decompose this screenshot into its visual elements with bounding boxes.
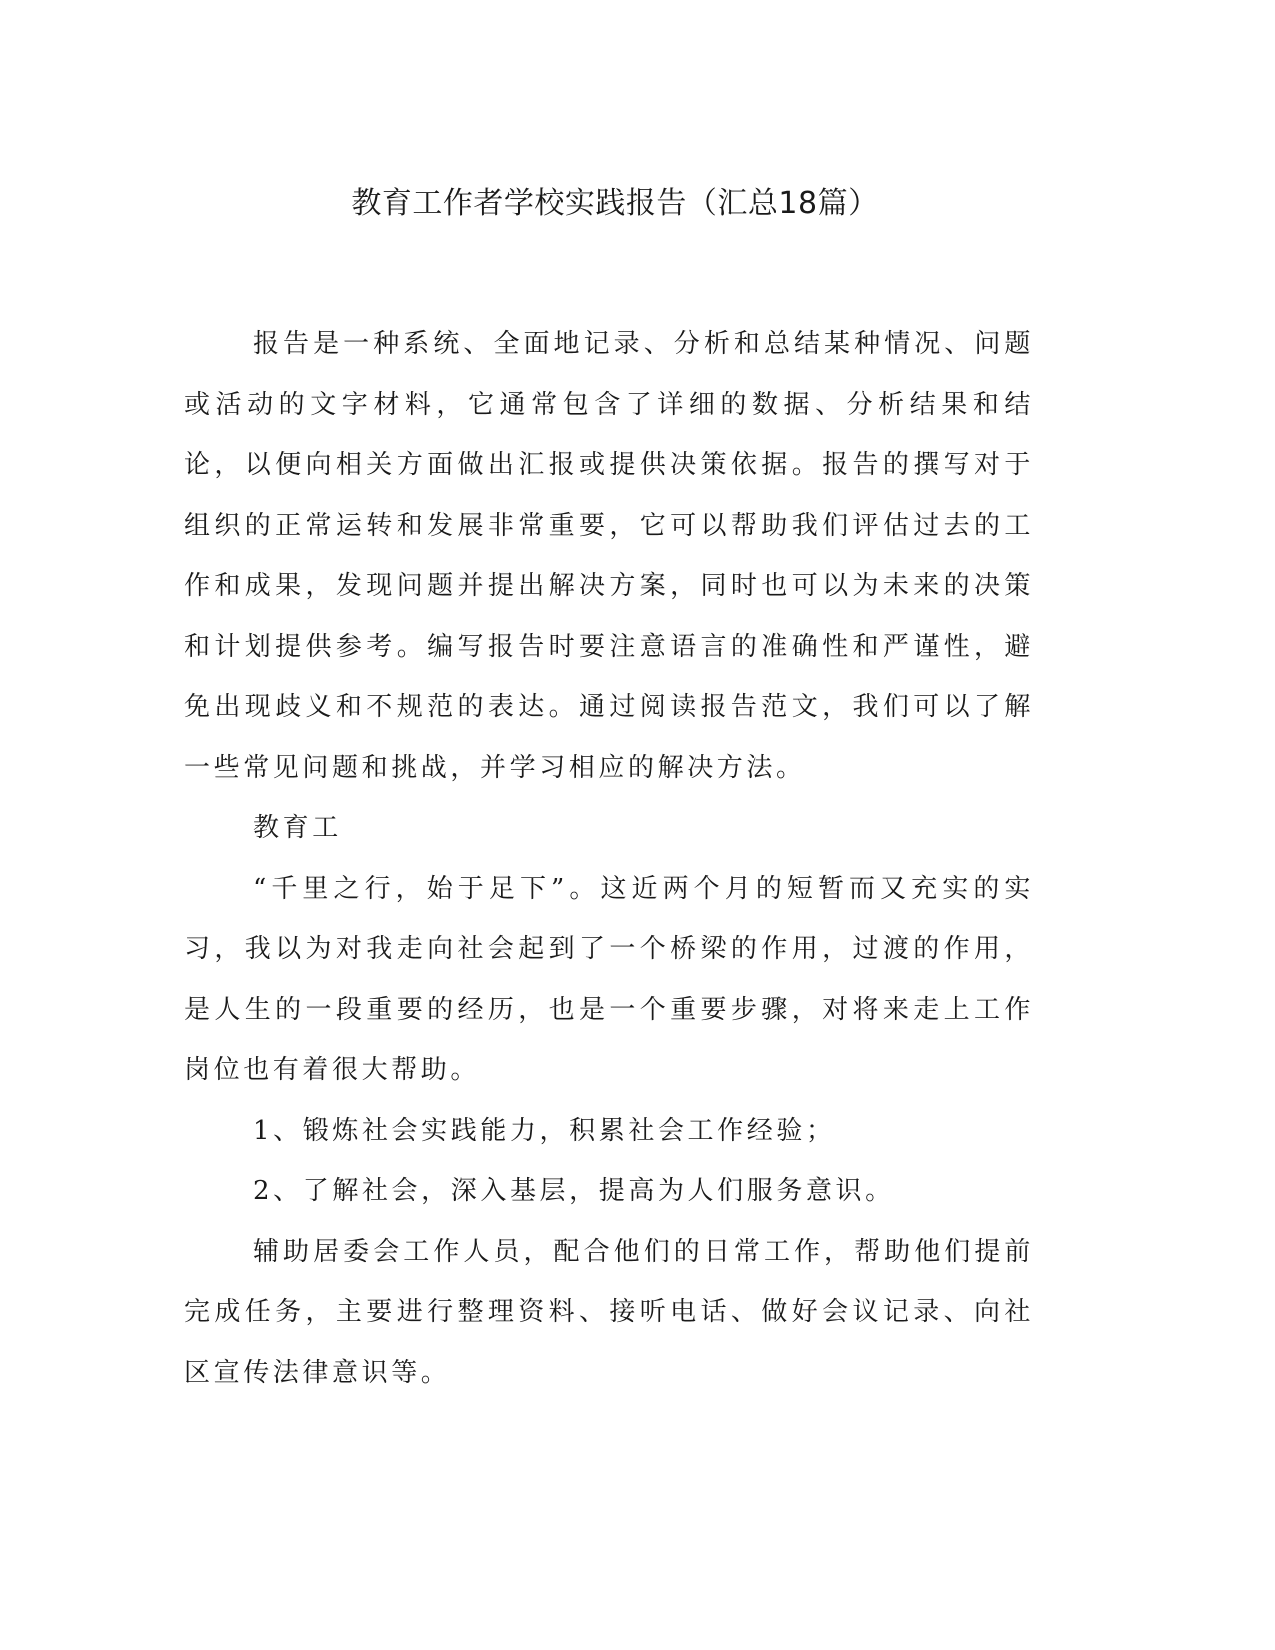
tasks-paragraph: 辅助居委会工作人员，配合他们的日常工作，帮助他们提前完成任务，主要进行整理资料、接听电话、做好会议记录、向社区宣传法律意识等。 (184, 1236, 1034, 1388)
goal-item-1: 1、锻炼社会实践能力，积累社会工作经验； (253, 1115, 836, 1146)
section-heading: 教育工 (253, 813, 342, 843)
document-title: 教育工作者学校实践报告（汇总18篇） (351, 186, 879, 221)
intro-paragraph: 报告是一种系统、全面地记录、分析和总结某种情况、问题或活动的文字材料，它通常包含了详细的数据、分析结果和结论，以便向相关方面做出汇报或提供决策依据。报告的撰写对于组织的正常运转和发展非常重要，它可以帮助我们评估过去的工作和成果，发现问题并提出解决方案，同时也可以为未来的决策和计划提供参考。编写报告时要注意语言的准确性和严谨性，避免出现歧义和不规范的表达。通过阅读报告范文，我们可以了解一些常见问题和挑战，并学习相应的解决方法。 (184, 329, 1034, 783)
goal-item-2: 2、了解社会，深入基层，提高为人们服务意识。 (253, 1176, 895, 1206)
quote-paragraph: “千里之行，始于足下”。这近两个月的短暂而又充实的实习，我以为对我走向社会起到了一个桥梁的作用，过渡的作用，是人生的一段重要的经历，也是一个重要步骤，对将来走上工作岗位也有着很大帮助。 (184, 873, 1034, 1085)
document-body (184, 314, 1034, 1403)
